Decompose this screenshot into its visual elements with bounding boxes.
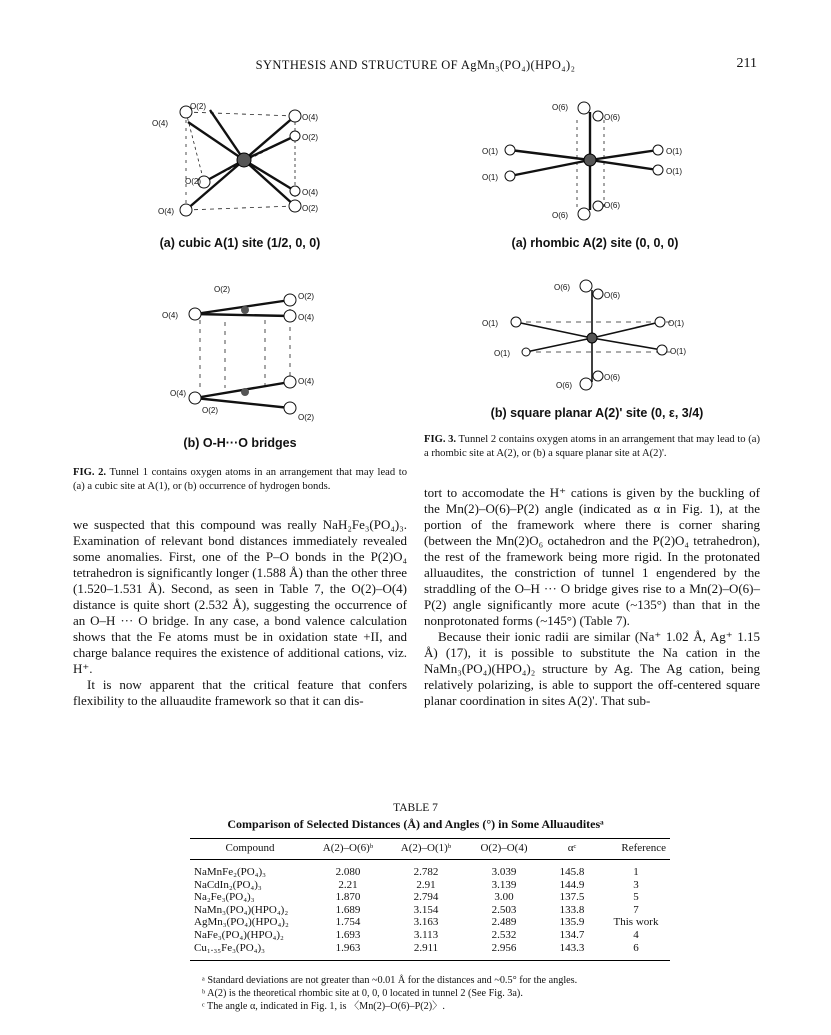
atom-label: O(4) — [158, 207, 174, 216]
table-cell: 2.794 — [413, 891, 439, 904]
atom-label: O(6) — [554, 283, 570, 292]
table-cell: 1.754 — [335, 916, 361, 929]
atom-label: O(6) — [552, 211, 568, 220]
atom-label: O(6) — [552, 103, 568, 112]
column-header: O(2)–O(4) — [466, 839, 542, 860]
figure-2a-label: (a) cubic A(1) site (1/2, 0, 0) — [159, 236, 321, 250]
table-cell: 133.8 — [559, 903, 585, 916]
atom-label: O(2) — [298, 413, 314, 422]
figure-3-caption — [424, 433, 760, 461]
atom-label: O(2) — [302, 204, 318, 213]
table-row — [190, 916, 670, 929]
table-cell: 1.693 — [335, 928, 361, 941]
table-row — [190, 891, 670, 904]
column-header: Compound — [190, 839, 310, 860]
atom-label: O(2) — [214, 285, 230, 294]
atom-label: O(1) — [670, 347, 686, 356]
table-cell: 2.91 — [416, 878, 436, 891]
table-cell: 3.039 — [491, 866, 517, 878]
atom-label: O(1) — [482, 319, 498, 328]
figure-2b-label: (b) O-H···O bridges — [183, 436, 297, 450]
table-cell: NaFe₃(PO₄)(HPO₄)₂ — [194, 928, 284, 941]
table-cell: 1 — [633, 866, 639, 878]
table-7-label: TABLE 7 — [393, 802, 438, 814]
column-header: A(2)–O(1)ᵇ — [386, 839, 466, 860]
atom-label: O(1) — [494, 349, 510, 358]
body-right-column — [424, 485, 760, 709]
atom-label: O(4) — [170, 389, 186, 398]
atom-label: O(4) — [162, 311, 178, 320]
table-cell: 3.139 — [491, 878, 517, 891]
table-row — [190, 942, 670, 961]
table-cell: NaMnFe₂(PO₄)₃ — [194, 866, 266, 878]
figure-3-caption-text: Tunnel 2 contains oxygen atoms in an arrangement that may lead to (a) a rhombic site at A(2), or (b) a square planar site at A(2)'. — [424, 434, 760, 459]
table-cell: 2.782 — [413, 866, 439, 878]
atom-label: O(2) — [190, 102, 206, 111]
table-cell: 3.00 — [494, 891, 514, 904]
atom-label: O(1) — [666, 147, 682, 156]
table-cell: 145.8 — [559, 866, 585, 878]
table-cell: 2.956 — [466, 942, 542, 961]
figure-3-caption-prefix: FIG. 3. — [424, 434, 457, 445]
table-cell: Cu₁.₃₅Fe₃(PO₄)₃ — [190, 942, 310, 961]
table-cell: 3 — [633, 878, 639, 891]
figure-2-caption-prefix: FIG. 2. — [73, 467, 107, 478]
table-cell: This work — [613, 916, 659, 929]
paragraph: tort to accomodate the H⁺ cations is given by the buckling of the Mn(2)–O(6)–P(2) angle (indicated as α in Fig. 1), at the portion of the framework where there is corner sharing (between the Mn(2)O₆ octahedron and the P(2)O₄ tetrahedron), the rest of the framework being more rigid. In the protonated alluaudites, the constriction of tunnel 1 engendered by the straddling of the O–H ··· O bridge gives rise to a Mn(2)–O(6)–P(2) angle significantly more acute (~135°) than that in the nonprotonated forms (~145°) (Table 7). — [424, 485, 760, 628]
table-cell: 2.503 — [491, 903, 517, 916]
figure-2-caption-text: Tunnel 1 contains oxygen atoms in an arrangement that may lead to (a) a cubic site at A(1), or (b) occurrence of hydrogen bonds. — [73, 467, 407, 492]
table-cell: 143.3 — [542, 942, 602, 961]
table-cell: 6 — [602, 942, 670, 961]
footnote: ᵇ A(2) is the theoretical rhombic site at 0, 0, 0 located in tunnel 2 (See Fig. 3a). — [202, 988, 523, 999]
page-number: 211 — [736, 56, 757, 71]
atom-label: O(4) — [302, 113, 318, 122]
figure-3b-label: (b) square planar A(2)' site (0, ε, 3/4) — [490, 406, 704, 420]
atom-label: O(1) — [666, 167, 682, 176]
figure-3b — [480, 278, 720, 403]
atom-label: O(2) — [185, 177, 201, 186]
table-row — [190, 904, 670, 917]
table-cell: Na₂Fe₃(PO₄)₃ — [194, 891, 255, 904]
paragraph: we suspected that this compound was really NaH₂Fe₃(PO₄)₃. Examination of relevant bond distances immediately revealed some anomalies. First, one of the P–O bonds in the P(2)O₄ tetrahedron is significantly longer (1.588 Å) than the other three (1.520–1.531 Å). Second, as seen in Table 7, the O(2)–O(4) distance is quite short (2.532 Å), suggesting the occurrence of an O–H ··· O bridge. In any case, a bond valence calculation shows that the Fe atoms must be in oxidation state +II, and charge balance requires the existence of additional cations, viz. H⁺. — [73, 517, 407, 676]
table-cell: 2.911 — [386, 942, 466, 961]
table-cell: 137.5 — [559, 891, 585, 904]
table-cell: 7 — [633, 903, 639, 916]
table-cell: NaMn₃(PO₄)(HPO₄)₂ — [194, 903, 289, 916]
table-cell: 1.689 — [335, 903, 361, 916]
column-header: A(2)–O(6)ᵇ — [310, 839, 386, 860]
atom-label: O(4) — [302, 188, 318, 197]
table-cell: 3.163 — [413, 916, 439, 929]
footnote: ᵃ Standard deviations are not greater than ~0.01 Å for the distances and ~0.5° for the angles. — [202, 975, 578, 986]
atom-label: O(6) — [604, 201, 620, 210]
table-cell: 1.963 — [310, 942, 386, 961]
atom-label: O(4) — [298, 313, 314, 322]
table-7-footnotes — [202, 974, 722, 1013]
table-cell: 144.9 — [559, 878, 585, 891]
table-cell: 3.113 — [413, 928, 439, 941]
table-cell: NaCdIn₂(PO₄)₃ — [194, 878, 262, 891]
table-cell: 135.9 — [559, 916, 585, 929]
table-cell: 2.080 — [335, 866, 361, 878]
paragraph: It is now apparent that the critical feature that confers flexibility to the alluaudite framework so that it can dis- — [73, 677, 407, 708]
atom-label: O(6) — [604, 373, 620, 382]
atom-label: O(4) — [152, 119, 168, 128]
atom-label: O(2) — [302, 133, 318, 142]
table-cell: 2.21 — [338, 878, 358, 891]
figure-3a-label: (a) rhombic A(2) site (0, 0, 0) — [511, 236, 679, 250]
table-7-title: Comparison of Selected Distances (Å) and Angles (°) in Some Alluauditesᵃ — [227, 817, 604, 831]
table-cell: 5 — [633, 891, 639, 904]
column-header: αᶜ — [542, 839, 602, 860]
table-cell: 4 — [633, 928, 639, 941]
figure-2b — [150, 280, 330, 430]
table-cell: 1.870 — [335, 891, 361, 904]
atom-label: O(1) — [482, 147, 498, 156]
running-title: SYNTHESIS AND STRUCTURE OF AgMn₃(PO₄)(HPO₄)₂ — [255, 58, 576, 72]
atom-label: O(2) — [298, 292, 314, 301]
atom-label: O(1) — [482, 173, 498, 182]
table-row — [190, 860, 670, 879]
atom-label: O(6) — [556, 381, 572, 390]
atom-label: O(1) — [668, 319, 684, 328]
figure-3a — [480, 98, 720, 228]
footnote: ᶜ The angle α, indicated in Fig. 1, is 〈Mn(2)–O(6)–P(2)〉. — [202, 1001, 445, 1012]
table-cell: AgMn₃(PO₄)(HPO₄)₂ — [194, 916, 289, 929]
body-left-column — [73, 517, 407, 709]
table-row — [190, 879, 670, 892]
atom-label: O(6) — [604, 113, 620, 122]
atom-label: O(2) — [202, 406, 218, 415]
table-row — [190, 929, 670, 942]
atom-label: O(4) — [298, 377, 314, 386]
table-7 — [190, 838, 670, 961]
table-cell: 2.489 — [491, 916, 517, 929]
atom-label: O(6) — [604, 291, 620, 300]
table-cell: 3.154 — [413, 903, 439, 916]
figure-2a — [150, 98, 330, 228]
paragraph: Because their ionic radii are similar (Na⁺ 1.02 Å, Ag⁺ 1.15 Å) (17), it is possible to substitute the Na cation in the NaMn₃(PO₄)(HPO₄)₂ structure by Ag. The Ag cation, being relatively polarizing, is able to support the off-centered square planar coordination in sites A(2)'. That sub- — [424, 629, 760, 708]
figure-2-caption — [73, 466, 407, 494]
table-cell: 2.532 — [491, 928, 517, 941]
column-header: Reference — [602, 839, 670, 860]
table-cell: 134.7 — [559, 928, 585, 941]
